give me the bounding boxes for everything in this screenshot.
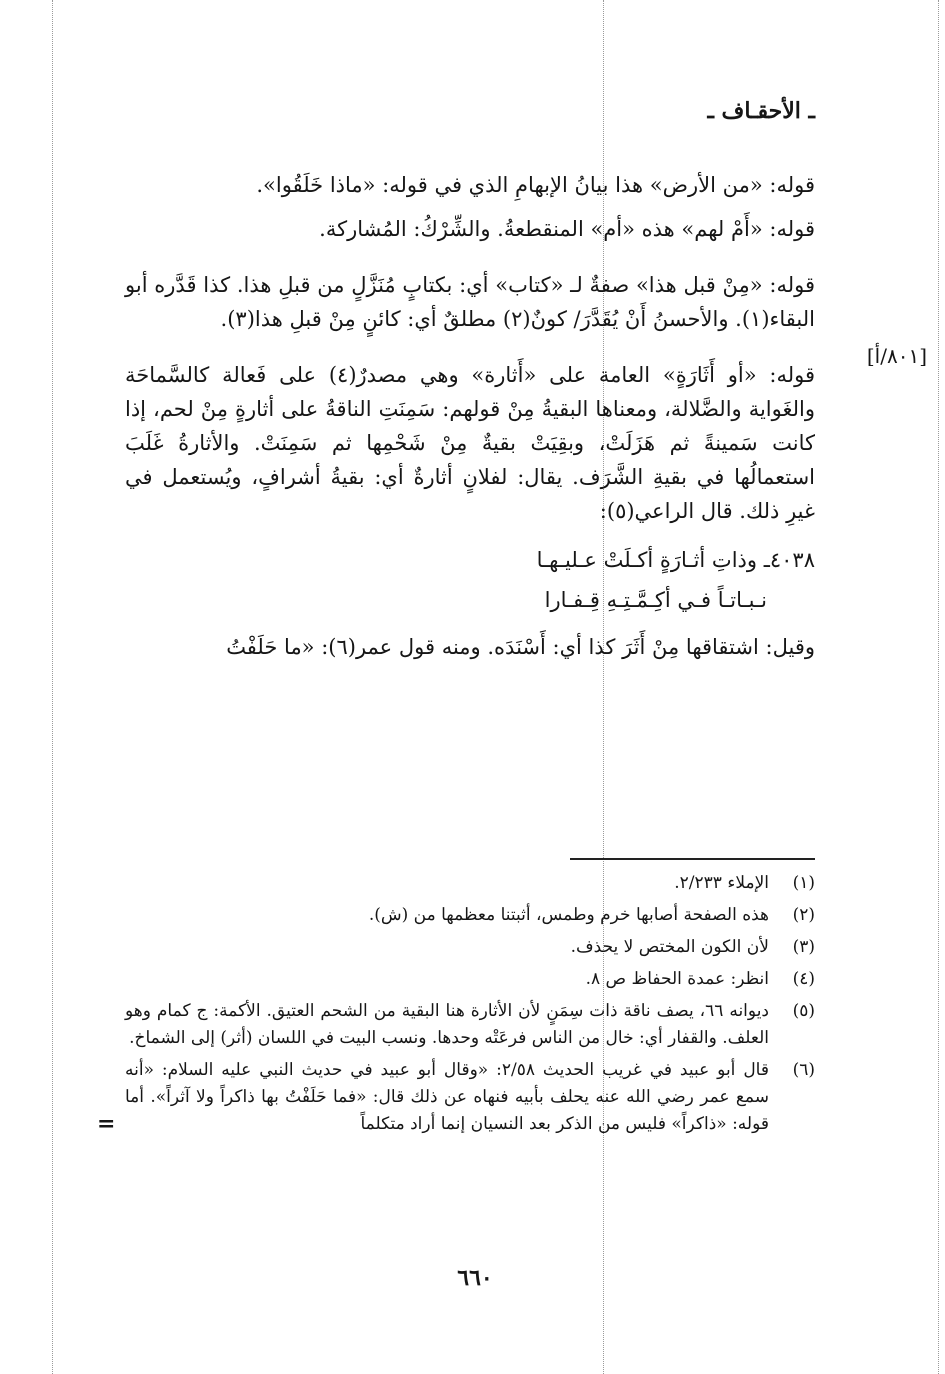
footnote-number: (٢): [792, 905, 815, 925]
poem-verse: [125, 540, 815, 620]
paragraph-5: وقيل: اشتقاقها مِنْ أَثَرَ كذا أي: أَسْنَدَه. ومنه قول عمر(٦): «ما حَلَفْتُ: [226, 635, 815, 659]
footnote-separator: [570, 858, 815, 860]
paragraph-3: قوله: «مِنْ قبل هذا» صفةٌ لـ «كتاب» أي: بكتابٍ مُنَزَّلٍ من قبلِ هذا. كذا قَدَّره أبو البقاء(١). والأحسنُ أَنْ يُقَدَّرَ/ كونٌ(٢) مطلقٌ أي: كائنٍ مِنْ قبلِ هذا(٣).: [125, 273, 815, 331]
running-header: ـ الأحقـاف ـ: [707, 98, 815, 124]
footnote-text: قال أبو عبيد في غريب الحديث ٢/٥٨: «وقال أبو عبيد في حديث النبي عليه السلام: «أنه سمع عمر رضي الله عنه يحلف بأبيه فنهاه عن ذلك قال: «فما حَلَفْتُ بها ذاكراً ولا آثراً». أما قوله: «ذاكراً» فليس من الذكر بعد النسيان إنما أراد متكلماً: [125, 1060, 769, 1134]
scan-edge-dots-left: [52, 0, 53, 1374]
footnote-number: (١): [792, 873, 815, 893]
paragraph-1: قوله: «من الأرض» هذا بيانُ الإبهامِ الذي في قوله: «ماذا خَلَقُوا».: [256, 173, 815, 197]
footnote-text: هذه الصفحة أصابها خرم وطمس، أثبتنا معظمها من (ش).: [368, 905, 769, 925]
footnote-text: ديوانه ٦٦، يصف ناقة ذات سِمَنٍ لأن الأثارة هنا البقية من الشحم العتيق. الأكمة: ج كمام وهو العلف. والقفار أي: خال من الناس فرعَتْه وحدها. ونسب البيت في اللسان (أثر) إلى الشماخ.: [125, 1001, 769, 1048]
footnote-4: [125, 966, 815, 993]
paragraph-2: قوله: «أَمْ لهم» هذه «أم» المنقطعةُ. والشِّرْكُ: المُشاركة.: [319, 217, 815, 241]
footnote-5: [125, 998, 815, 1052]
footnote-text: لأن الكون المختص لا يحذف.: [570, 937, 769, 957]
footnote-2: [125, 902, 815, 929]
footnote-text: الإملاء ٢/٢٣٣.: [674, 873, 769, 893]
manuscript-folio-reference: [٨٠١/أ]: [866, 344, 927, 368]
footnote-6: [97, 1057, 815, 1138]
footnote-text: انظر: عمدة الحفاظ ص ٨.: [585, 969, 769, 989]
footnote-number: (٣): [792, 937, 815, 957]
footnotes: [97, 870, 815, 1143]
footnote-3: [125, 934, 815, 961]
footnote-number: (٥): [792, 1001, 815, 1021]
poem-number: ٤٠٣٨ـ: [763, 548, 815, 572]
scan-edge-dots-right: [938, 0, 939, 1374]
paragraph-4: قوله: «أو أَثَارَةٍ» العامة على «أَثارة» وهي مصدرٌ(٤) على فَعالة كالسَّماحَة والغَواية والضَّلالة، ومعناها البقيةُ مِنْ قولهم: سَمِنَتِ الناقةُ على أثارةٍ مِنْ لحم، إذا كانت سَمينةً ثم هَزَلَتْ، وبقِيَتْ بقيةٌ مِنْ شَحْمِها ثم سَمِنَتْ. والأثارةُ غَلَبَ استعمالُها في بقيةِ الشَّرَف. يقال: لفلانٍ أثارةٌ أي: بقيةُ أشرافٍ، ويُستعمل في غيرِ ذلك. قال الراعي(٥):: [125, 363, 816, 523]
footnote-number: (٦): [792, 1060, 815, 1080]
poem-hemistich-2: نـبـاتـاً فـي أكِـمَّـتِـهِ قِـفـارا: [544, 588, 767, 612]
poem-line-first: [125, 540, 815, 580]
main-text: [125, 168, 815, 664]
poem-hemistich-1: وذاتِ أثـارَةٍ أكـلَتْ عـليـهـا: [536, 548, 758, 572]
footnote-continuation-mark: =: [97, 1111, 116, 1137]
footnote-1: [125, 870, 815, 897]
footnote-number: (٤): [792, 969, 815, 989]
page-number: ٦٦٠: [457, 1265, 493, 1291]
